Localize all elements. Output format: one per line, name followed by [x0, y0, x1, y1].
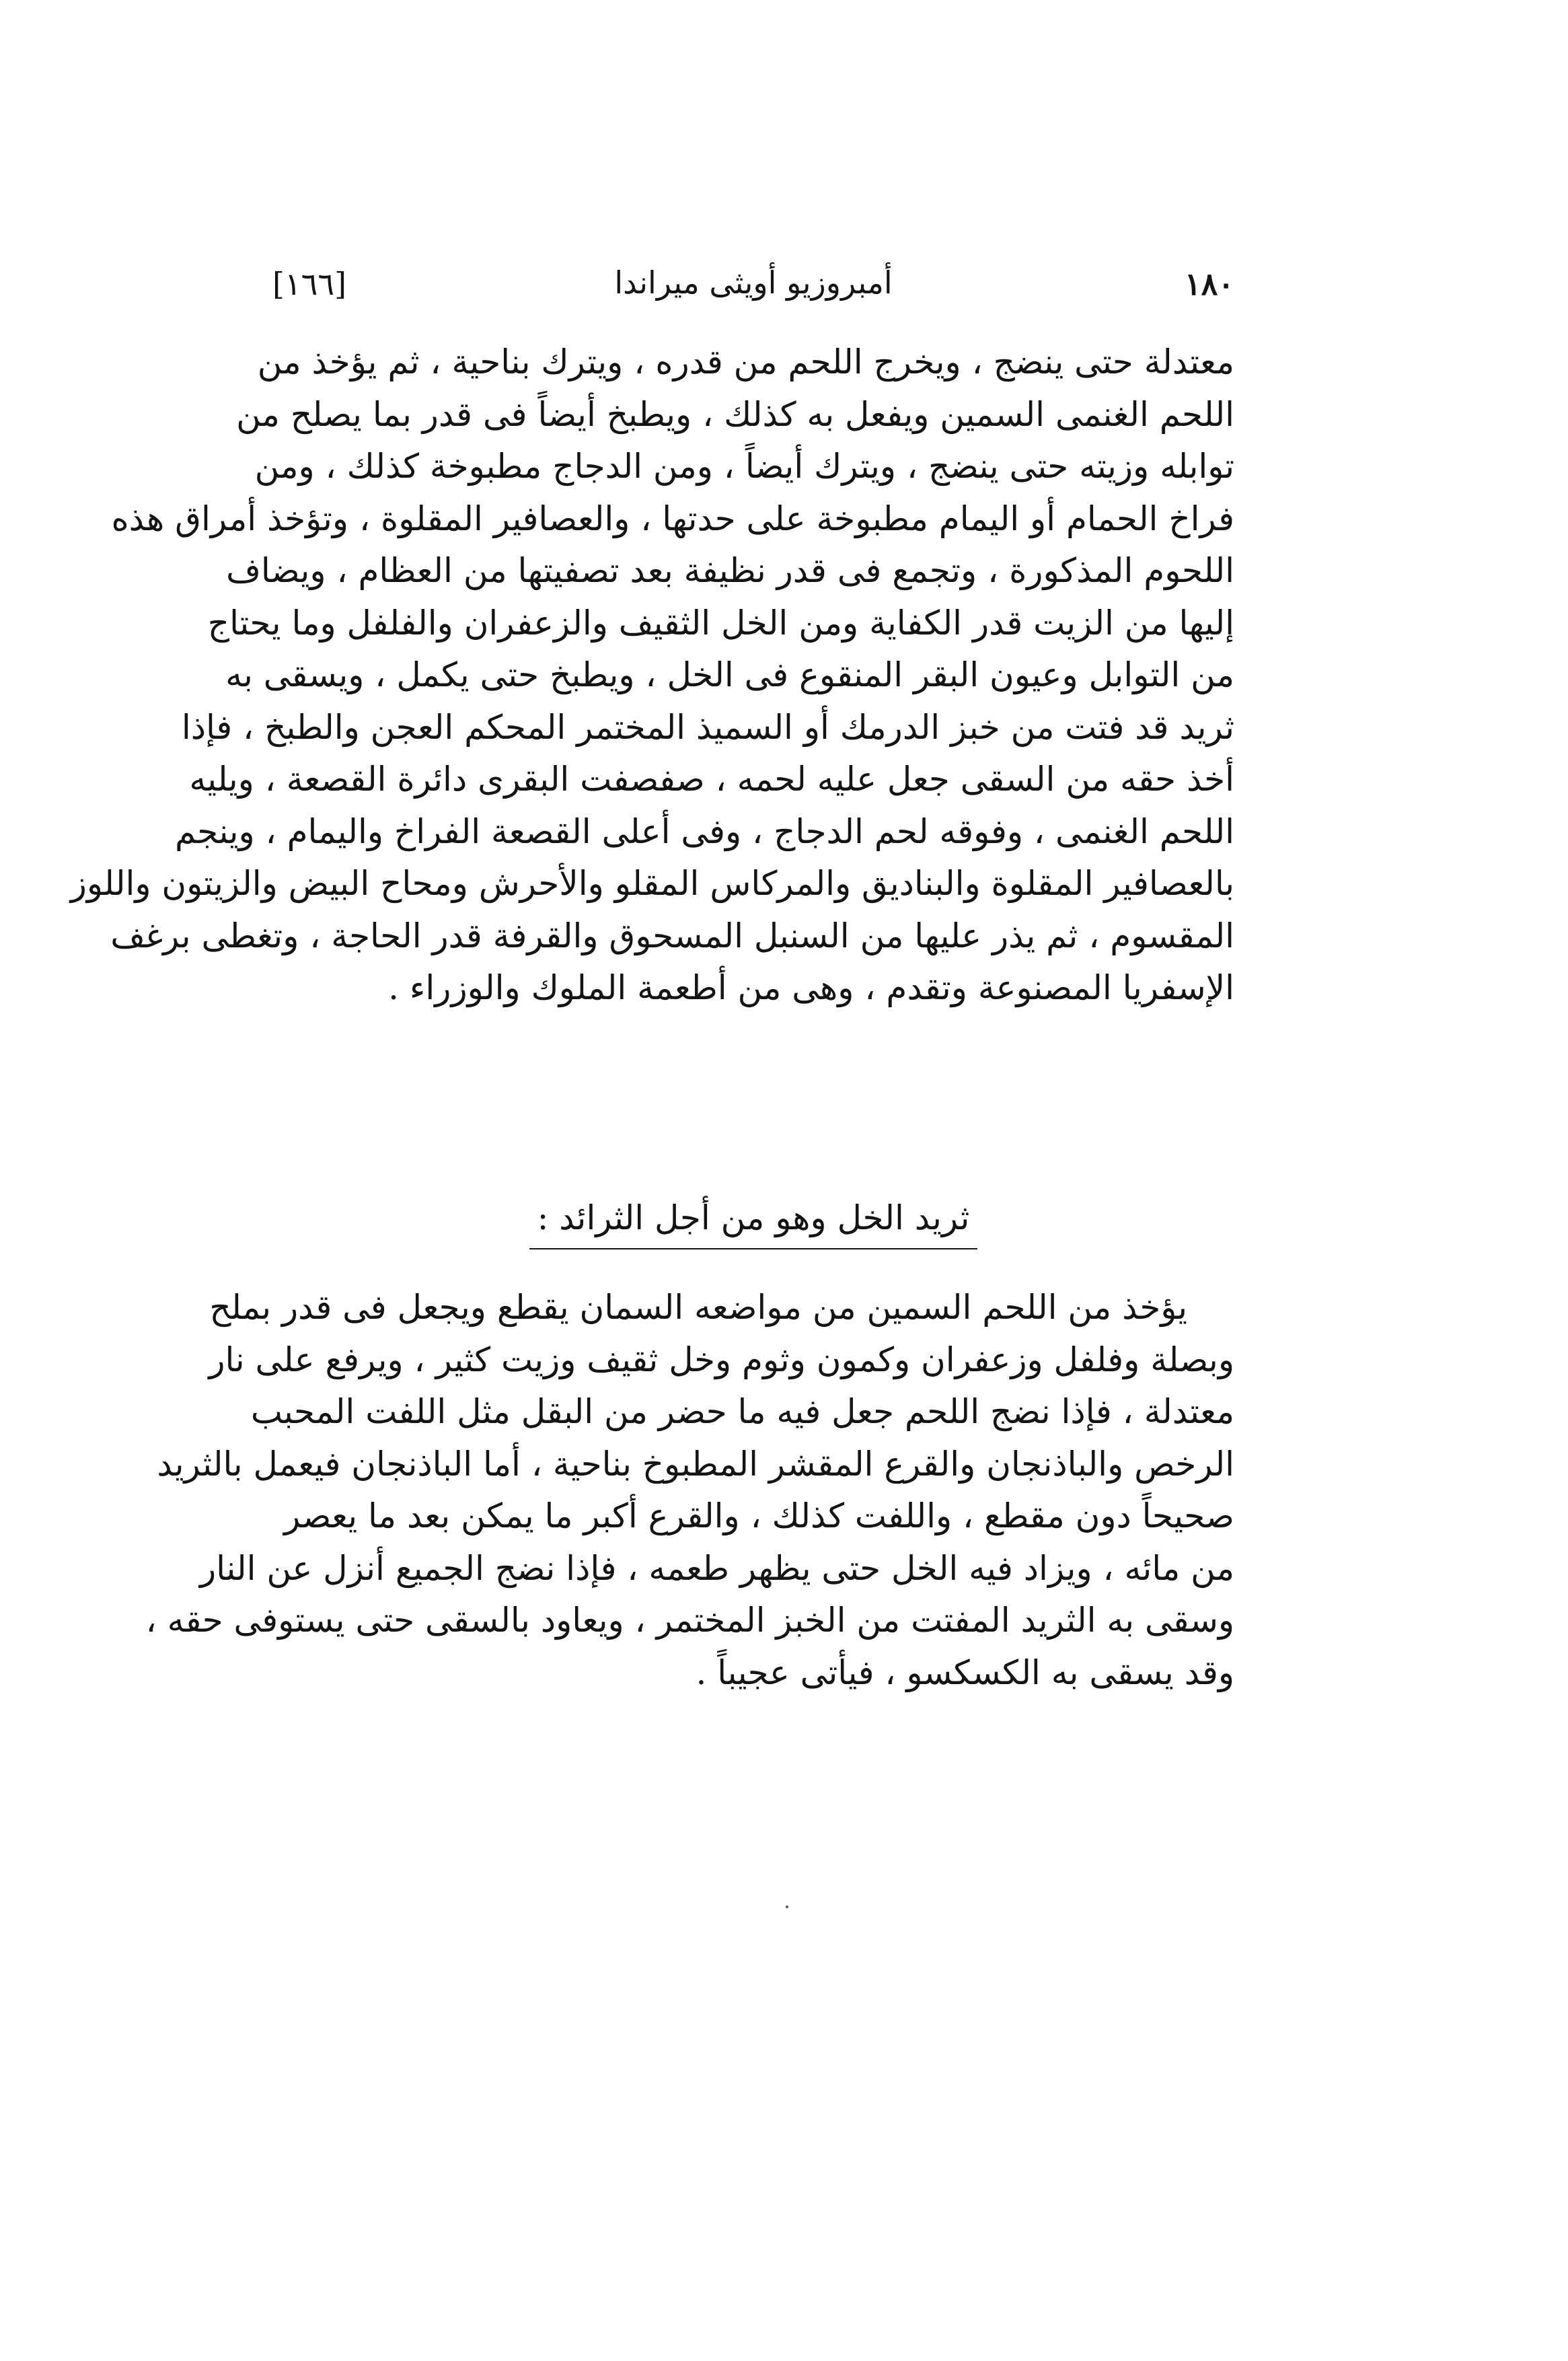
text-line: يؤخذ من اللحم السمين من مواضعه السمان يقطع ويجعل فى قدر بملح [209, 1288, 1187, 1327]
text-line: فراخ الحمام أو اليمام مطبوخة على حدتها ، والعصافير المقلوة ، وتؤخذ أمراق هذه [111, 499, 1234, 538]
original-page-reference: [١٦٦] [272, 266, 347, 302]
text-line: من مائه ، ويزاد فيه الخل حتى يظهر طعمه ، فإذا نضج الجميع أنزل عن النار [199, 1548, 1234, 1588]
text-line: معتدلة ، فإذا نضج اللحم جعل فيه ما حضر من البقل مثل اللفت المحبب [250, 1392, 1234, 1431]
scan-speck [786, 1905, 788, 1908]
text-line: من التوابل وعيون البقر المنقوع فى الخل ، ويطبخ حتى يكمل ، ويسقى به [225, 655, 1234, 694]
page-number: ١٨٠ [1184, 266, 1234, 302]
text-line: أخذ حقه من السقى جعل عليه لحمه ، صفصفت البقرى دائرة القصعة ، ويليه [189, 760, 1234, 799]
running-title: أمبروزيو أويثى ميراندا [614, 264, 893, 301]
text-line: معتدلة حتى ينضج ، ويخرج اللحم من قدره ، ويترك بناحية ، ثم يؤخذ من [257, 342, 1234, 382]
text-line: الرخص والباذنجان والقرع المقشر المطبوخ بناحية ، أما الباذنجان فيعمل بالثريد [157, 1444, 1234, 1484]
paragraph-2 [145, 1282, 1234, 1699]
section-heading [272, 1194, 1234, 1255]
text-line: وقد يسقى به الكسكسو ، فيأتى عجيباً . [696, 1652, 1234, 1692]
section-heading-text: ثريد الخل وهو من أجل الثرائد : [529, 1194, 978, 1249]
text-line: وبصلة وفلفل وزعفران وكمون وثوم وخل ثقيف وزيت كثير ، ويرفع على نار [209, 1340, 1234, 1379]
text-line: صحيحاً دون مقطع ، واللفت كذلك ، والقرع أكبر ما يمكن بعد ما يعصر [284, 1496, 1234, 1535]
text-line: المقسوم ، ثم يذر عليها من السنبل المسحوق والقرفة قدر الحاجة ، وتغطى برغف [110, 916, 1234, 955]
text-line: اللحوم المذكورة ، وتجمع فى قدر نظيفة بعد تصفيتها من العظام ، ويضاف [226, 551, 1234, 590]
text-line: الإسفريا المصنوعة وتقدم ، وهى من أطعمة الملوك والوزراء . [388, 968, 1234, 1007]
text-line: اللحم الغنمى السمين ويفعل به كذلك ، ويطبخ أيضاً فى قدر بما يصلح من [236, 394, 1234, 434]
text-line: إليها من الزيت قدر الكفاية ومن الخل الثقيف والزعفران والفلفل وما يحتاج [207, 603, 1234, 643]
paragraph-1 [70, 336, 1234, 1015]
text-line: توابله وزيته حتى ينضج ، ويترك أيضاً ، ومن الدجاج مطبوخة كذلك ، ومن [254, 447, 1234, 486]
text-line: اللحم الغنمى ، وفوقه لحم الدجاج ، وفى أعلى القصعة الفراخ واليمام ، وينجم [174, 811, 1234, 851]
text-line: وسقى به الثريد المفتت من الخبز المختمر ، ويعاود بالسقى حتى يستوفى حقه ، [145, 1601, 1234, 1640]
text-line: بالعصافير المقلوة والبناديق والمركاس المقلو والأحرش ومحاح البيض والزيتون واللوز [70, 864, 1234, 903]
text-line: ثريد قد فتت من خبز الدرمك أو السميذ المختمر المحكم العجن والطبخ ، فإذا [181, 707, 1234, 747]
page-header [272, 259, 1234, 320]
